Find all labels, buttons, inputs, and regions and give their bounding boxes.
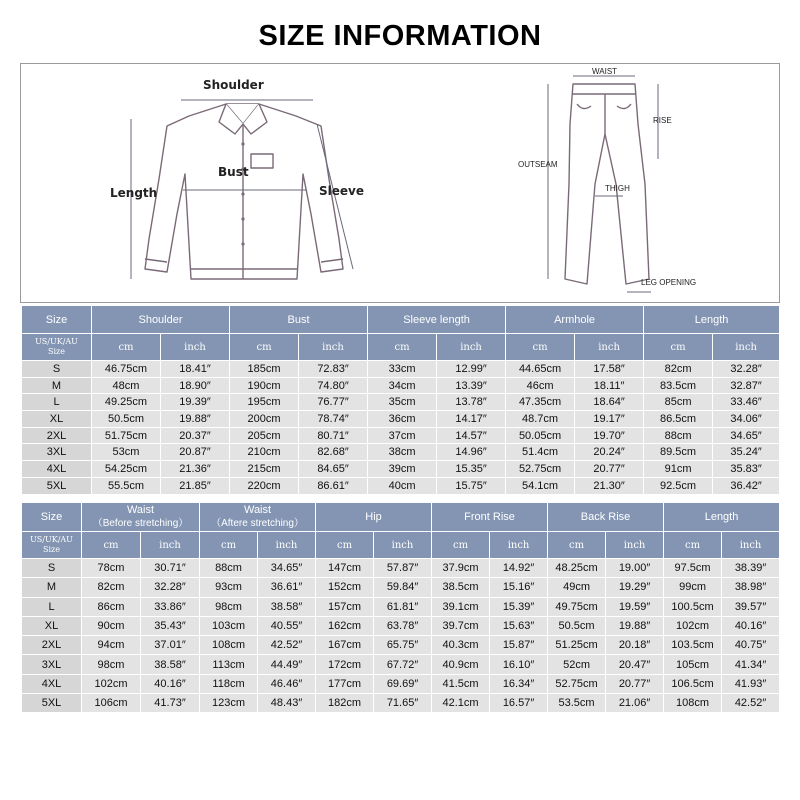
cm-value-cell: 49.25cm (92, 394, 161, 411)
inch-value-cell: 36.42″ (713, 477, 780, 494)
inch-value-cell: 14.96″ (437, 444, 506, 461)
group-header-hip: Hip (316, 503, 432, 532)
inch-value-cell: 19.88″ (161, 411, 230, 428)
group-header-front-rise: Front Rise (432, 503, 548, 532)
unit-inch: inch (575, 334, 644, 361)
cm-value-cell: 51.25cm (548, 636, 606, 655)
cm-value-cell: 52.75cm (548, 674, 606, 693)
unit-cm: cm (548, 532, 606, 559)
unit-inch: inch (374, 532, 432, 559)
inch-value-cell: 19.00″ (606, 559, 664, 578)
inch-value-cell: 40.55″ (258, 616, 316, 635)
size-cell: 2XL (22, 427, 92, 444)
inch-value-cell: 42.52″ (722, 694, 780, 713)
cm-value-cell: 97.5cm (664, 559, 722, 578)
cm-value-cell: 38cm (368, 444, 437, 461)
table-row (22, 655, 780, 674)
cm-value-cell: 103.5cm (664, 636, 722, 655)
table-row (22, 411, 780, 428)
cm-value-cell: 215cm (230, 461, 299, 478)
cm-value-cell: 53.5cm (548, 694, 606, 713)
cm-value-cell: 39.1cm (432, 597, 490, 616)
inch-value-cell: 13.39″ (437, 377, 506, 394)
unit-inch: inch (490, 532, 548, 559)
inch-value-cell: 37.01″ (141, 636, 200, 655)
cm-value-cell: 52cm (548, 655, 606, 674)
cm-value-cell: 42.1cm (432, 694, 490, 713)
inch-value-cell: 61.81″ (374, 597, 432, 616)
inch-value-cell: 21.30″ (575, 477, 644, 494)
cm-value-cell: 105cm (664, 655, 722, 674)
cm-value-cell: 123cm (200, 694, 258, 713)
cm-value-cell: 100.5cm (664, 597, 722, 616)
cm-value-cell: 152cm (316, 578, 374, 597)
sleeve-label: Sleeve (319, 184, 364, 198)
inch-value-cell: 39.57″ (722, 597, 780, 616)
cm-value-cell: 89.5cm (644, 444, 713, 461)
group-header-back-rise: Back Rise (548, 503, 664, 532)
cm-value-cell: 118cm (200, 674, 258, 693)
cm-value-cell: 48cm (92, 377, 161, 394)
table-row (22, 578, 780, 597)
cm-value-cell: 50.5cm (548, 616, 606, 635)
inch-value-cell: 16.10″ (490, 655, 548, 674)
inch-value-cell: 16.57″ (490, 694, 548, 713)
size-cell: 5XL (22, 694, 82, 713)
inch-value-cell: 42.52″ (258, 636, 316, 655)
cm-value-cell: 39cm (368, 461, 437, 478)
rise-label: RISE (653, 116, 672, 125)
waist-label: WAIST (592, 67, 618, 76)
cm-value-cell: 91cm (644, 461, 713, 478)
inch-value-cell: 48.43″ (258, 694, 316, 713)
unit-cm: cm (316, 532, 374, 559)
cm-value-cell: 38.5cm (432, 578, 490, 597)
unit-inch: inch (722, 532, 780, 559)
cm-value-cell: 39.7cm (432, 616, 490, 635)
cm-value-cell: 35cm (368, 394, 437, 411)
inch-value-cell: 19.17″ (575, 411, 644, 428)
size-cell: 5XL (22, 477, 92, 494)
inch-value-cell: 20.87″ (161, 444, 230, 461)
group-header-waist-after (200, 503, 316, 532)
cm-value-cell: 220cm (230, 477, 299, 494)
inch-value-cell: 20.24″ (575, 444, 644, 461)
group-header-length: Length (644, 306, 780, 334)
cm-value-cell: 98cm (82, 655, 141, 674)
inch-value-cell: 15.39″ (490, 597, 548, 616)
top-table-unit-header (22, 334, 780, 361)
inch-value-cell: 20.77″ (575, 461, 644, 478)
cm-value-cell: 106.5cm (664, 674, 722, 693)
inch-value-cell: 18.64″ (575, 394, 644, 411)
cm-value-cell: 205cm (230, 427, 299, 444)
cm-value-cell: 85cm (644, 394, 713, 411)
size-cell: S (22, 559, 82, 578)
unit-cm: cm (664, 532, 722, 559)
cm-value-cell: 46cm (506, 377, 575, 394)
bottom-table-unit-header (22, 532, 780, 559)
size-region-label: US/UK/AU (35, 337, 78, 346)
length-label: Length (110, 186, 158, 200)
inch-value-cell: 18.41″ (161, 361, 230, 378)
inch-value-cell: 46.46″ (258, 674, 316, 693)
inch-value-cell: 38.58″ (258, 597, 316, 616)
inch-value-cell: 19.59″ (606, 597, 664, 616)
size-header: Size (22, 306, 92, 334)
unit-inch: inch (299, 334, 368, 361)
inch-value-cell: 84.65″ (299, 461, 368, 478)
unit-inch: inch (258, 532, 316, 559)
table-row (22, 559, 780, 578)
cm-value-cell: 167cm (316, 636, 374, 655)
cm-value-cell: 98cm (200, 597, 258, 616)
table-row (22, 694, 780, 713)
size-cell: 4XL (22, 461, 92, 478)
unit-cm: cm (506, 334, 575, 361)
group-header-sleeve-length: Sleeve length (368, 306, 506, 334)
cm-value-cell: 88cm (644, 427, 713, 444)
cm-value-cell: 195cm (230, 394, 299, 411)
cm-value-cell: 200cm (230, 411, 299, 428)
cm-value-cell: 99cm (664, 578, 722, 597)
bottom-table-group-header (22, 503, 780, 532)
garment-illustration (21, 64, 781, 304)
size-region-sublabel: Size (48, 347, 65, 356)
unit-cm: cm (432, 532, 490, 559)
inch-value-cell: 33.46″ (713, 394, 780, 411)
top-table-group-header (22, 306, 780, 334)
inch-value-cell: 71.65″ (374, 694, 432, 713)
top-size-table (21, 305, 780, 495)
cm-value-cell: 41.5cm (432, 674, 490, 693)
inch-value-cell: 13.78″ (437, 394, 506, 411)
table-row (22, 461, 780, 478)
group-title: Waist (126, 504, 155, 516)
cm-value-cell: 34cm (368, 377, 437, 394)
cm-value-cell: 37.9cm (432, 559, 490, 578)
cm-value-cell: 78cm (82, 559, 141, 578)
inch-value-cell: 35.83″ (713, 461, 780, 478)
inch-value-cell: 15.75″ (437, 477, 506, 494)
size-cell: 4XL (22, 674, 82, 693)
cm-value-cell: 36cm (368, 411, 437, 428)
cm-value-cell: 51.75cm (92, 427, 161, 444)
inch-value-cell: 33.86″ (141, 597, 200, 616)
cm-value-cell: 86cm (82, 597, 141, 616)
table-row (22, 674, 780, 693)
cm-value-cell: 33cm (368, 361, 437, 378)
cm-value-cell: 82cm (644, 361, 713, 378)
cm-value-cell: 86.5cm (644, 411, 713, 428)
top-table-body (22, 361, 780, 495)
size-region-header (22, 532, 82, 559)
inch-value-cell: 41.93″ (722, 674, 780, 693)
inch-value-cell: 20.37″ (161, 427, 230, 444)
cm-value-cell: 190cm (230, 377, 299, 394)
unit-cm: cm (92, 334, 161, 361)
group-header-waist-before (82, 503, 200, 532)
table-row (22, 394, 780, 411)
inch-value-cell: 35.24″ (713, 444, 780, 461)
table-row (22, 444, 780, 461)
inch-value-cell: 38.39″ (722, 559, 780, 578)
unit-cm: cm (368, 334, 437, 361)
group-header-armhole: Armhole (506, 306, 644, 334)
size-header: Size (22, 503, 82, 532)
inch-value-cell: 32.87″ (713, 377, 780, 394)
cm-value-cell: 82cm (82, 578, 141, 597)
inch-value-cell: 16.34″ (490, 674, 548, 693)
size-region-header (22, 334, 92, 361)
table-row (22, 427, 780, 444)
inch-value-cell: 17.58″ (575, 361, 644, 378)
leg-opening-label: LEG OPENING (641, 278, 697, 287)
inch-value-cell: 40.16″ (722, 616, 780, 635)
size-cell: M (22, 578, 82, 597)
size-cell: M (22, 377, 92, 394)
shoulder-label: Shoulder (203, 78, 264, 92)
cm-value-cell: 54.1cm (506, 477, 575, 494)
inch-value-cell: 78.74″ (299, 411, 368, 428)
inch-value-cell: 38.98″ (722, 578, 780, 597)
group-header-length: Length (664, 503, 780, 532)
group-title: Waist (243, 504, 272, 516)
inch-value-cell: 44.49″ (258, 655, 316, 674)
inch-value-cell: 20.77″ (606, 674, 664, 693)
inch-value-cell: 19.70″ (575, 427, 644, 444)
inch-value-cell: 41.73″ (141, 694, 200, 713)
cm-value-cell: 108cm (664, 694, 722, 713)
cm-value-cell: 210cm (230, 444, 299, 461)
garment-diagram (20, 63, 780, 303)
thigh-label: THIGH (605, 184, 630, 193)
inch-value-cell: 34.65″ (258, 559, 316, 578)
size-cell: S (22, 361, 92, 378)
unit-inch: inch (606, 532, 664, 559)
inch-value-cell: 32.28″ (141, 578, 200, 597)
cm-value-cell: 157cm (316, 597, 374, 616)
cm-value-cell: 147cm (316, 559, 374, 578)
cm-value-cell: 44.65cm (506, 361, 575, 378)
inch-value-cell: 15.35″ (437, 461, 506, 478)
cm-value-cell: 51.4cm (506, 444, 575, 461)
cm-value-cell: 94cm (82, 636, 141, 655)
cm-value-cell: 48.25cm (548, 559, 606, 578)
inch-value-cell: 14.17″ (437, 411, 506, 428)
cm-value-cell: 103cm (200, 616, 258, 635)
inch-value-cell: 12.99″ (437, 361, 506, 378)
cm-value-cell: 106cm (82, 694, 141, 713)
inch-value-cell: 38.58″ (141, 655, 200, 674)
cm-value-cell: 48.7cm (506, 411, 575, 428)
cm-value-cell: 102cm (82, 674, 141, 693)
bottom-size-table (21, 502, 780, 713)
cm-value-cell: 185cm (230, 361, 299, 378)
inch-value-cell: 15.63″ (490, 616, 548, 635)
unit-inch: inch (141, 532, 200, 559)
inch-value-cell: 65.75″ (374, 636, 432, 655)
cm-value-cell: 37cm (368, 427, 437, 444)
cm-value-cell: 92.5cm (644, 477, 713, 494)
table-row (22, 616, 780, 635)
table-row (22, 377, 780, 394)
size-cell: 3XL (22, 444, 92, 461)
inch-value-cell: 40.16″ (141, 674, 200, 693)
inch-value-cell: 15.87″ (490, 636, 548, 655)
inch-value-cell: 34.65″ (713, 427, 780, 444)
cm-value-cell: 49cm (548, 578, 606, 597)
inch-value-cell: 20.47″ (606, 655, 664, 674)
size-cell: XL (22, 411, 92, 428)
cm-value-cell: 47.35cm (506, 394, 575, 411)
size-cell: XL (22, 616, 82, 635)
cm-value-cell: 102cm (664, 616, 722, 635)
inch-value-cell: 19.29″ (606, 578, 664, 597)
inch-value-cell: 21.36″ (161, 461, 230, 478)
unit-inch: inch (437, 334, 506, 361)
inch-value-cell: 35.43″ (141, 616, 200, 635)
cm-value-cell: 49.75cm (548, 597, 606, 616)
inch-value-cell: 14.57″ (437, 427, 506, 444)
cm-value-cell: 40.9cm (432, 655, 490, 674)
cm-value-cell: 177cm (316, 674, 374, 693)
inch-value-cell: 67.72″ (374, 655, 432, 674)
inch-value-cell: 57.87″ (374, 559, 432, 578)
cm-value-cell: 40cm (368, 477, 437, 494)
size-cell: 2XL (22, 636, 82, 655)
cm-value-cell: 93cm (200, 578, 258, 597)
inch-value-cell: 18.90″ (161, 377, 230, 394)
size-cell: L (22, 394, 92, 411)
table-row (22, 597, 780, 616)
group-header-bust: Bust (230, 306, 368, 334)
inch-value-cell: 15.16″ (490, 578, 548, 597)
cm-value-cell: 113cm (200, 655, 258, 674)
inch-value-cell: 69.69″ (374, 674, 432, 693)
inch-value-cell: 21.85″ (161, 477, 230, 494)
inch-value-cell: 32.28″ (713, 361, 780, 378)
cm-value-cell: 55.5cm (92, 477, 161, 494)
unit-inch: inch (713, 334, 780, 361)
inch-value-cell: 41.34″ (722, 655, 780, 674)
inch-value-cell: 20.18″ (606, 636, 664, 655)
inch-value-cell: 76.77″ (299, 394, 368, 411)
size-region-label: US/UK/AU (30, 535, 73, 544)
unit-cm: cm (82, 532, 141, 559)
inch-value-cell: 72.83″ (299, 361, 368, 378)
bust-label: Bust (218, 165, 249, 179)
cm-value-cell: 182cm (316, 694, 374, 713)
group-subtitle: （Aftere stretching） (211, 518, 304, 529)
size-cell: L (22, 597, 82, 616)
inch-value-cell: 36.61″ (258, 578, 316, 597)
unit-cm: cm (644, 334, 713, 361)
cm-value-cell: 54.25cm (92, 461, 161, 478)
cm-value-cell: 40.3cm (432, 636, 490, 655)
size-cell: 3XL (22, 655, 82, 674)
table-row (22, 361, 780, 378)
table-row (22, 636, 780, 655)
unit-cm: cm (200, 532, 258, 559)
cm-value-cell: 50.05cm (506, 427, 575, 444)
inch-value-cell: 80.71″ (299, 427, 368, 444)
inch-value-cell: 63.78″ (374, 616, 432, 635)
cm-value-cell: 52.75cm (506, 461, 575, 478)
unit-cm: cm (230, 334, 299, 361)
inch-value-cell: 21.06″ (606, 694, 664, 713)
cm-value-cell: 88cm (200, 559, 258, 578)
inch-value-cell: 40.75″ (722, 636, 780, 655)
inch-value-cell: 18.11″ (575, 377, 644, 394)
size-region-sublabel: Size (43, 545, 60, 554)
outseam-label: OUTSEAM (518, 160, 558, 169)
cm-value-cell: 172cm (316, 655, 374, 674)
bottom-table-body (22, 559, 780, 713)
cm-value-cell: 162cm (316, 616, 374, 635)
inch-value-cell: 82.68″ (299, 444, 368, 461)
inch-value-cell: 86.61″ (299, 477, 368, 494)
page-title: SIZE INFORMATION (258, 20, 542, 52)
inch-value-cell: 14.92″ (490, 559, 548, 578)
group-header-shoulder: Shoulder (92, 306, 230, 334)
group-subtitle: （Before stretching） (92, 518, 189, 529)
cm-value-cell: 50.5cm (92, 411, 161, 428)
inch-value-cell: 19.88″ (606, 616, 664, 635)
inch-value-cell: 30.71″ (141, 559, 200, 578)
inch-value-cell: 59.84″ (374, 578, 432, 597)
inch-value-cell: 74.80″ (299, 377, 368, 394)
cm-value-cell: 46.75cm (92, 361, 161, 378)
unit-inch: inch (161, 334, 230, 361)
cm-value-cell: 83.5cm (644, 377, 713, 394)
cm-value-cell: 53cm (92, 444, 161, 461)
inch-value-cell: 34.06″ (713, 411, 780, 428)
inch-value-cell: 19.39″ (161, 394, 230, 411)
table-row (22, 477, 780, 494)
cm-value-cell: 108cm (200, 636, 258, 655)
cm-value-cell: 90cm (82, 616, 141, 635)
